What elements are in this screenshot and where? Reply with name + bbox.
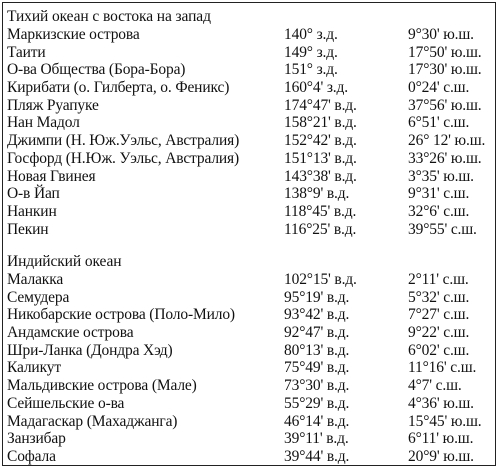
longitude-value: 143°38' в.д. xyxy=(284,167,357,185)
latitude-value: 4°7' с.ш. xyxy=(408,377,462,395)
longitude-value: 160°4' з.д. xyxy=(284,79,348,97)
longitude-value: 80°13' в.д. xyxy=(284,341,350,359)
latitude-value: 39°55' с.ш. xyxy=(408,220,477,238)
latitude-value: 15°45' ю.ш. xyxy=(408,412,482,430)
longitude-value: 73°30' в.д. xyxy=(284,377,350,395)
place-name: Маркизские острова xyxy=(7,26,140,43)
place-name: Пляж Руапуке xyxy=(7,96,99,114)
place-name: Андамские острова xyxy=(7,324,134,342)
longitude-value: 75°49' в.д. xyxy=(284,359,350,377)
coordinates-list xyxy=(7,26,495,238)
section-title: Тихий океан с востока на запад xyxy=(7,8,211,25)
longitude-value: 92°47' в.д. xyxy=(284,324,350,342)
table-row xyxy=(7,97,495,115)
longitude-value: 151°13' в.д. xyxy=(284,149,357,167)
table-row xyxy=(7,324,495,342)
place-name: Нан Мадол xyxy=(7,114,80,132)
place-name: О-в Йап xyxy=(7,185,60,203)
longitude-value: 174°47' в.д. xyxy=(284,96,357,114)
table-row xyxy=(7,413,495,431)
table-row xyxy=(7,26,495,44)
table-row xyxy=(7,430,495,448)
place-name: Таити xyxy=(7,43,46,61)
place-name: Джимпи (Н. Юж.Уэльс, Австралия) xyxy=(7,132,240,150)
latitude-value: 17°30' ю.ш. xyxy=(408,61,482,79)
longitude-value: 93°42' в.д. xyxy=(284,306,350,324)
place-name: Каликут xyxy=(7,359,61,377)
table-row xyxy=(7,448,495,466)
longitude-value: 55°29' в.д. xyxy=(284,394,350,412)
latitude-value: 26° 12' ю.ш. xyxy=(408,132,486,150)
place-name: Кирибати (о. Гилберта, о. Феникс) xyxy=(7,79,230,97)
table-row xyxy=(7,61,495,79)
table-row xyxy=(7,203,495,221)
place-name: Мадагаскар (Махаджанга) xyxy=(7,412,178,430)
latitude-value: 5°32' с.ш. xyxy=(408,288,470,306)
place-name: Мальдивские острова (Мале) xyxy=(7,377,197,395)
latitude-value: 7°27' с.ш. xyxy=(408,306,470,324)
latitude-value: 9°31' с.ш. xyxy=(408,185,470,203)
latitude-value: 4°36' ю.ш. xyxy=(408,394,474,412)
longitude-value: 46°14' в.д. xyxy=(284,412,350,430)
latitude-value: 6°02' с.ш. xyxy=(408,341,470,359)
latitude-value: 33°26' ю.ш. xyxy=(408,149,482,167)
table-row xyxy=(7,150,495,168)
longitude-value: 118°45' в.д. xyxy=(284,202,357,220)
place-name: Занзибар xyxy=(7,430,66,448)
table-row xyxy=(7,271,495,289)
latitude-value: 11°16' с.ш. xyxy=(408,359,477,377)
section-title: Индийский океан xyxy=(7,253,122,270)
table-row xyxy=(7,168,495,186)
longitude-value: 39°11' в.д. xyxy=(284,430,349,448)
section-indian xyxy=(7,254,495,466)
place-name: Сейшельские о-ва xyxy=(7,394,125,412)
longitude-value: 95°19' в.д. xyxy=(284,288,350,306)
table-row xyxy=(7,377,495,395)
longitude-value: 140° з.д. xyxy=(284,26,338,43)
table-row xyxy=(7,221,495,239)
longitude-value: 151° з.д. xyxy=(284,61,338,79)
latitude-value: 9°30' ю.ш. xyxy=(408,26,474,43)
latitude-value: 9°22' с.ш. xyxy=(408,324,470,342)
latitude-value: 20°9' ю.ш. xyxy=(408,447,474,465)
table-row xyxy=(7,185,495,203)
table-row xyxy=(7,342,495,360)
coordinates-list xyxy=(7,271,495,466)
latitude-value: 3°35' ю.ш. xyxy=(408,167,474,185)
latitude-value: 2°11' с.ш. xyxy=(408,271,469,288)
table-row xyxy=(7,44,495,62)
place-name: Госфорд (Н.Юж. Уэльс, Австралия) xyxy=(7,149,240,167)
latitude-value: 37°56' ю.ш. xyxy=(408,96,482,114)
table-row xyxy=(7,132,495,150)
longitude-value: 102°15' в.д. xyxy=(284,271,357,288)
longitude-value: 158°21' в.д. xyxy=(284,114,357,132)
section-pacific xyxy=(7,9,495,238)
latitude-value: 17°50' ю.ш. xyxy=(408,43,482,61)
place-name: О-ва Общества (Бора-Бора) xyxy=(7,61,186,79)
latitude-value: 32°6' с.ш. xyxy=(408,202,470,220)
place-name: Шри-Ланка (Дондра Хэд) xyxy=(7,341,173,359)
place-name: Никобарские острова (Поло-Мило) xyxy=(7,306,235,324)
place-name: Нанкин xyxy=(7,202,57,220)
table-row xyxy=(7,359,495,377)
place-name: Софала xyxy=(7,447,56,465)
table-row xyxy=(7,306,495,324)
latitude-value: 6°11' ю.ш. xyxy=(408,430,474,448)
longitude-value: 116°25' в.д. xyxy=(284,220,357,238)
longitude-value: 39°44' в.д. xyxy=(284,447,350,465)
table-row xyxy=(7,395,495,413)
place-name: Новая Гвинея xyxy=(7,167,96,185)
longitude-value: 138°9' в.д. xyxy=(284,185,350,203)
table-row xyxy=(7,289,495,307)
latitude-value: 0°24' с.ш. xyxy=(408,79,470,97)
longitude-value: 149° з.д. xyxy=(284,43,338,61)
table-row xyxy=(7,79,495,97)
place-name: Семудера xyxy=(7,288,70,306)
place-name: Малакка xyxy=(7,271,64,288)
latitude-value: 6°51' с.ш. xyxy=(408,114,470,132)
place-name: Пекин xyxy=(7,220,49,238)
table-frame xyxy=(2,2,496,466)
table-row xyxy=(7,114,495,132)
longitude-value: 152°42' в.д. xyxy=(284,132,357,150)
